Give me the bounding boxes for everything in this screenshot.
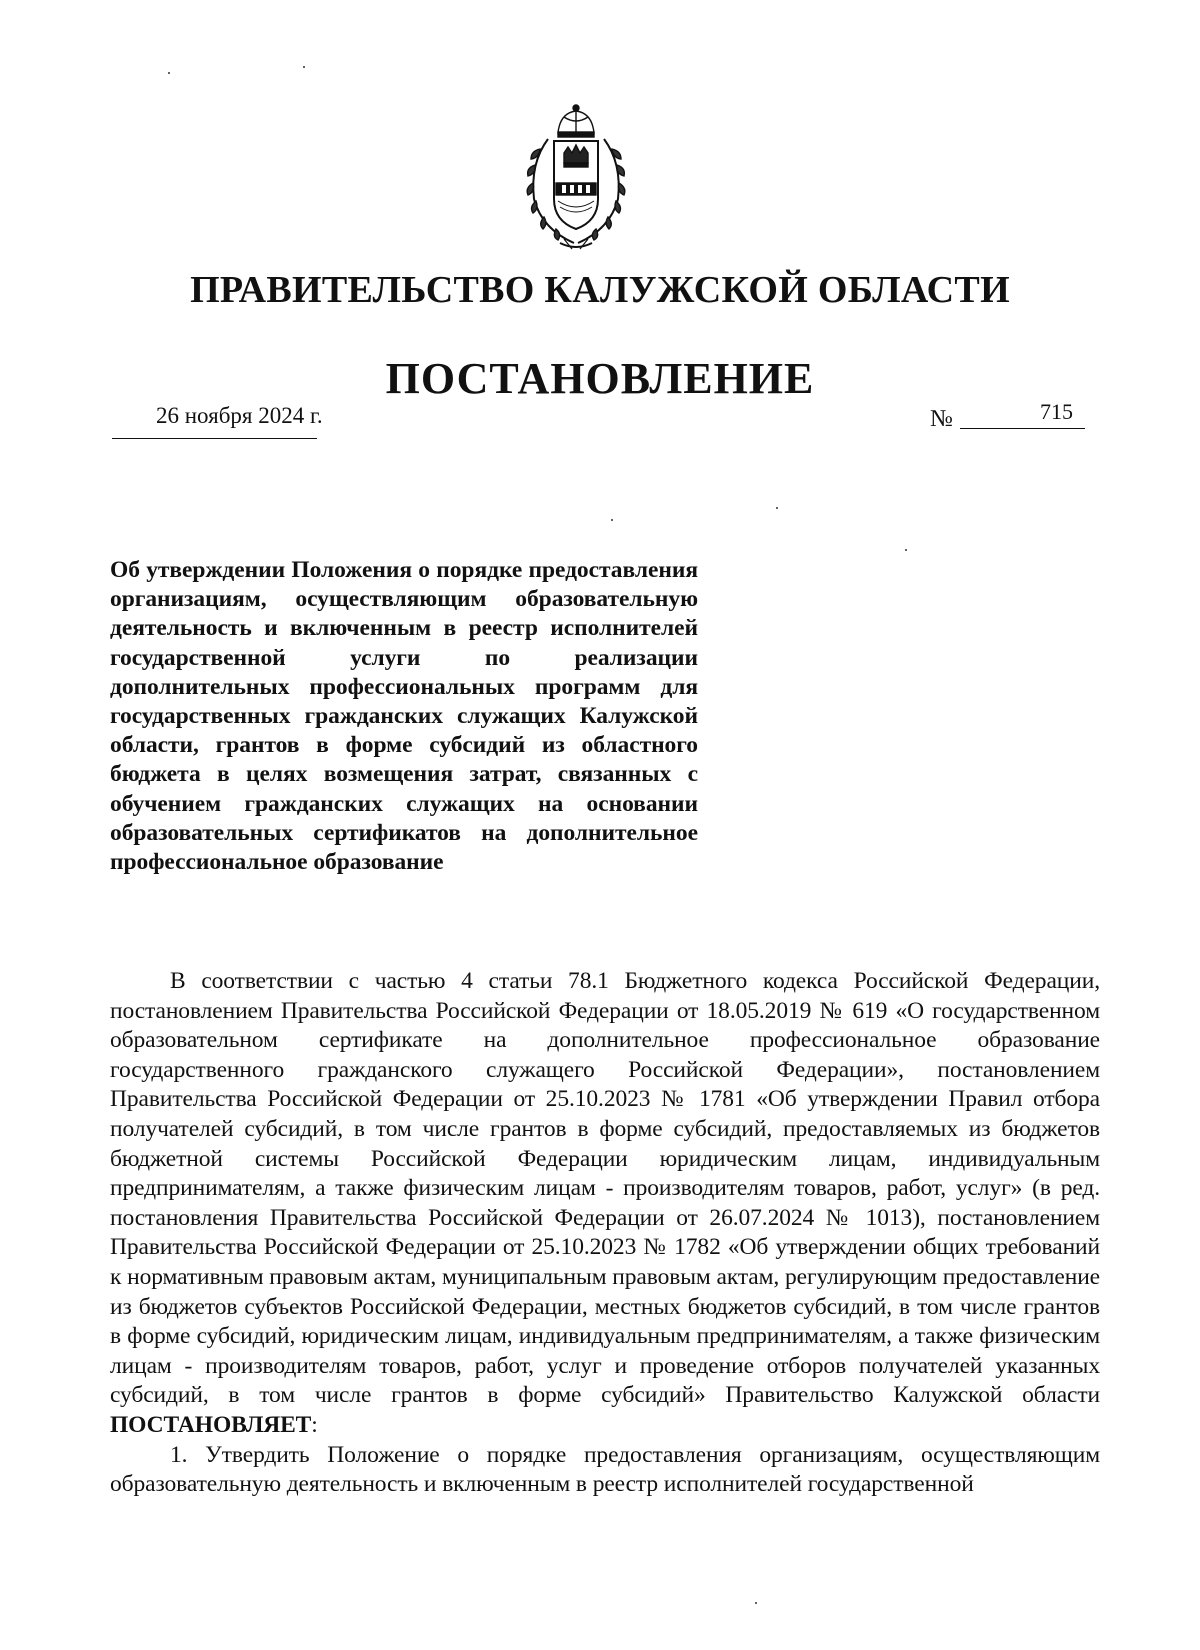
government-title: ПРАВИТЕЛЬСТВО КАЛУЖСКОЙ ОБЛАСТИ [190, 269, 1010, 311]
kaluga-coat-of-arms-icon [520, 103, 632, 253]
scan-speck [905, 549, 907, 551]
document-number [930, 399, 1085, 439]
document-subject: Об утверждении Положения о порядке предоставления организациям, осуществляющим образовательную деятельность и включенным в реестр исполнителей государственной услуги по реализации дополнительных профессиональных программ для государственных гражданских служащих Калужской области, грантов в форме субсидий из областного бюджета в целях возмещения затрат, связанных с обучением гражданских служащих на основании образовательных сертификатов на дополнительное профессиональное образование [110, 557, 698, 876]
preamble-paragraph [110, 967, 1100, 1441]
document-type-title: ПОСТАНОВЛЕНИЕ [385, 354, 815, 403]
date-underline [112, 438, 317, 439]
resolves-colon: : [311, 1411, 318, 1438]
item-1-paragraph: 1. Утвердить Положение о порядке предоставления организациям, осуществляющим образовательную деятельность и включенным в реестр исполнителей государственной [110, 1441, 1100, 1498]
number-sign: № [930, 406, 953, 432]
scan-speck [776, 507, 778, 509]
scan-speck [611, 519, 613, 521]
scan-speck [755, 1602, 757, 1604]
scan-speck [303, 66, 305, 68]
preamble-text: В соответствии с частью 4 статьи 78.1 Бюджетного кодекса Российской Федерации, постановлением Правительства Российской Федерации от 18.05.2019 № 619 «О государственном образовательном сертификате на дополнительное профессиональное образование государственного гражданского служащего Российской Федерации», постановлением Правительства Российской Федерации от 25.10.2023 № 1781 «Об утверждении Правил отбора получателей субсидий, в том числе грантов в форме субсидий, предоставляемых из бюджетов бюджетной системы Российской Федерации юридическим лицам, индивидуальным предпринимателям, а также физическим лицам - производителям товаров, работ, услуг» (в ред. постановления Правительства Российской Федерации от 26.07.2024 № 1013), постановлением Правительства Российской Федерации от 25.10.2023 № 1782 «Об утверждении общих требований к нормативным правовым актам, муниципальным правовым актам, регулирующим предоставление из бюджетов субъектов Российской Федерации, местных бюджетов субсидий, в том числе грантов в форме субсидий, юридическим лицам, индивидуальным предпринимателям, а также физическим лицам - производителям товаров, работ, услуг и проведение отборов получателей указанных субсидий, в том числе грантов в форме субсидий» Правительство Калужской области [110, 968, 1100, 1409]
document-date-text: 26 ноября 2024 г. [156, 403, 323, 428]
scan-speck [168, 72, 170, 74]
document-body [110, 967, 1100, 1500]
document-date [112, 399, 323, 439]
resolves-word: ПОСТАНОВЛЯЕТ [110, 1411, 312, 1438]
number-value: 715 [1040, 399, 1073, 424]
number-underline [960, 428, 1085, 429]
